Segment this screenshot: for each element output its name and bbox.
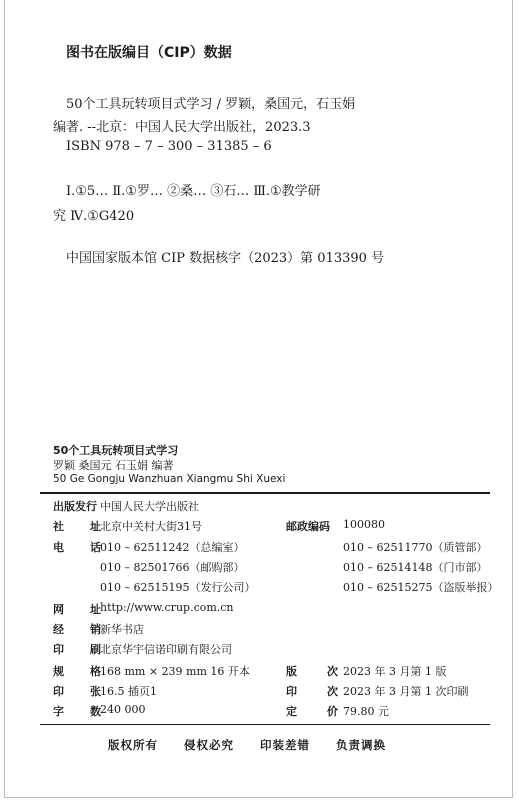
info-value: 北京中关村大街31号 [100,520,202,533]
slogan-text: 版权所有 [108,738,158,752]
info-right-label-text: 印 [286,685,297,698]
info-value: 010 – 62515195（发行公司） [100,581,256,594]
info-value: 中国人民大学出版社 [100,500,199,513]
info-label [53,663,101,679]
info-row [53,498,493,517]
info-label-text: 张 [90,685,101,698]
info-right-value: 100080 [343,518,385,531]
bottom-rule [40,724,490,725]
info-label-text: 销 [90,623,101,636]
book-pinyin-title: 50 Ge Gongju Wanzhuan Xiangmu Shi Xuexi [53,473,286,485]
info-right-value: 010 – 62511770（质管部） [343,541,488,554]
info-label [53,621,101,637]
info-row [53,518,493,537]
info-label [53,703,101,719]
cip-publisher-line: 编著. --北京：中国人民大学出版社，2023.3 [53,120,311,135]
info-label-text: 址 [90,520,101,533]
info-right-label-text: 次 [327,665,338,678]
info-label-text: 网 [53,603,64,616]
info-right-label [286,518,338,534]
info-value: 北京华宇信诺印刷有限公司 [100,643,232,656]
info-row [53,621,493,640]
info-label-text: 字 [53,705,64,718]
info-label [53,641,101,657]
info-label [53,683,101,699]
info-label-text: 印 [53,685,64,698]
info-row [53,559,493,578]
info-right-value: 010 – 62514148（门市部） [343,561,488,574]
info-label [53,539,101,555]
info-right-value: 010 – 62515275（盗版举报） [343,581,499,594]
info-right-label-text: 邮政编码 [286,520,330,533]
cip-classification-line-2: 究 Ⅳ.①G420 [53,209,135,224]
info-label-text: 出版发行 [53,500,97,513]
copyright-slogans [108,737,408,753]
cip-title-line: 50个工具玩转项目式学习 / 罗颖，桑国元，石玉娟 [66,97,356,112]
info-label-text: 数 [90,705,101,718]
info-row [53,579,499,598]
info-label-text: 经 [53,623,64,636]
slogan-text: 侵权必究 [184,738,235,752]
info-label [53,518,101,534]
cip-heading: 图书在版编目（CIP）数据 [66,45,232,61]
info-right-value: 79.80 元 [343,705,389,718]
info-value: 新华书店 [100,623,144,636]
info-label-text: 印 [53,643,64,656]
info-row [53,601,493,620]
slogan-text: 负责调换 [336,738,387,752]
info-right-label-text: 定 [286,705,297,718]
info-value: http://www.crup.com.cn [100,601,234,614]
info-right-label [286,703,338,719]
info-label-text: 话 [90,541,101,554]
cip-classification-line: Ⅰ.①5… Ⅱ.①罗… ②桑… ③石… Ⅲ.①教学研 [66,184,321,199]
info-right-label-text: 价 [327,705,338,718]
info-right-label-text: 次 [327,685,338,698]
book-authors: 罗颖 桑国元 石玉娟 编著 [53,459,174,472]
info-value: 16.5 插页1 [100,685,157,698]
info-value: 168 mm × 239 mm 16 开本 [100,665,250,678]
book-title: 50个工具玩转项目式学习 [53,444,179,457]
info-label-text: 电 [53,541,64,554]
info-right-value: 2023 年 3 月第 1 版 [343,665,447,678]
info-label-text: 格 [90,665,101,678]
info-row [53,539,493,558]
info-label [53,601,101,617]
info-right-value: 2023 年 3 月第 1 次印刷 [343,685,469,698]
info-right-label [286,663,338,679]
info-value: 010 – 62511242（总编室） [100,541,245,554]
slogan-text: 印装差错 [260,738,311,752]
info-value: 010 – 82501766（邮购部） [100,561,245,574]
info-label [53,498,101,514]
info-right-label-text: 版 [286,665,297,678]
cip-isbn-line: ISBN 978 – 7 – 300 – 31385 – 6 [66,139,272,154]
info-label-text: 刷 [90,643,101,656]
info-row [53,703,493,722]
info-row [53,683,493,702]
info-right-label [286,683,338,699]
info-label-text: 社 [53,520,64,533]
info-label-text: 址 [90,603,101,616]
top-rule [40,492,490,494]
info-label-text: 规 [53,665,64,678]
info-value: 240 000 [100,703,146,716]
cip-record-number: 中国国家版本馆 CIP 数据核字（2023）第 013390 号 [66,251,385,266]
info-row [53,641,493,660]
info-row [53,663,493,682]
